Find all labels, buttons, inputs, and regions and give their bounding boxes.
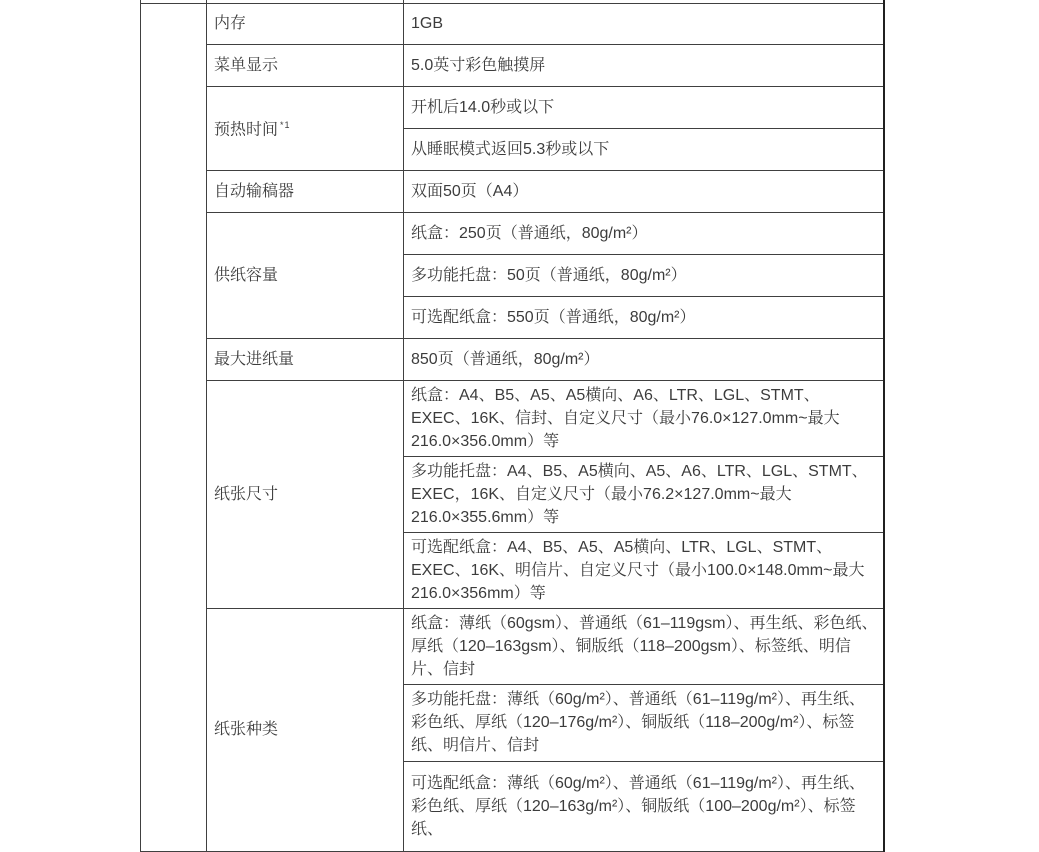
spec-label-paper-capacity: 供纸容量 bbox=[207, 212, 404, 338]
spec-label-paper-types: 纸张种类 bbox=[207, 608, 404, 851]
table-row bbox=[141, 338, 884, 380]
table-row bbox=[141, 170, 884, 212]
spec-value-menu-display: 5.0英寸彩色触摸屏 bbox=[404, 44, 884, 86]
spec-value-sizes-cassette: 纸盒：A4、B5、A5、A5横向、A6、LTR、LGL、STMT、EXEC、16K、信封、自定义尺寸（最小76.0×127.0mm~最大216.0×356.0mm）等 bbox=[404, 380, 884, 456]
spec-value-sizes-optional: 可选配纸盒：A4、B5、A5、A5横向、LTR、LGL、STMT、EXEC、16K、明信片、自定义尺寸（最小100.0×148.0mm~最大216.0×356mm）等 bbox=[404, 532, 884, 608]
spec-table-container bbox=[140, 0, 885, 852]
spec-table bbox=[140, 0, 885, 852]
group-column-cell bbox=[141, 3, 207, 851]
spec-value-capacity-cassette: 纸盒：250页（普通纸，80g/m²） bbox=[404, 212, 884, 254]
spec-value-sizes-mptray: 多功能托盘：A4、B5、A5横向、A5、A6、LTR、LGL、STMT、EXEC，16K、自定义尺寸（最小76.2×127.0mm~最大216.0×355.6mm）等 bbox=[404, 456, 884, 532]
spec-label-max-paper-input: 最大进纸量 bbox=[207, 338, 404, 380]
spec-value-types-optional: 可选配纸盒：薄纸（60g/m²）、普通纸（61–119g/m²）、再生纸、彩色纸、厚纸（120–163g/m²）、铜版纸（100–200g/m²）、标签纸、 bbox=[404, 761, 884, 851]
table-row bbox=[141, 44, 884, 86]
table-row bbox=[141, 212, 884, 254]
table-row bbox=[141, 86, 884, 128]
spec-value-capacity-mptray: 多功能托盘：50页（普通纸，80g/m²） bbox=[404, 254, 884, 296]
spec-label-memory: 内存 bbox=[207, 3, 404, 44]
table-row bbox=[141, 380, 884, 456]
spec-value-warmup-sleep: 从睡眠模式返回5.3秒或以下 bbox=[404, 128, 884, 170]
spec-value-capacity-optional: 可选配纸盒：550页（普通纸，80g/m²） bbox=[404, 296, 884, 338]
spec-value-types-cassette: 纸盒：薄纸（60gsm）、普通纸（61–119gsm）、再生纸、彩色纸、厚纸（120–163gsm）、铜版纸（118–200gsm）、标签纸、明信片、信封 bbox=[404, 608, 884, 684]
spec-value-warmup-poweron: 开机后14.0秒或以下 bbox=[404, 86, 884, 128]
spec-label-warmup-time bbox=[207, 86, 404, 170]
warmup-label-text: 预热时间 bbox=[214, 121, 279, 139]
table-row bbox=[141, 3, 884, 44]
spec-label-paper-sizes: 纸张尺寸 bbox=[207, 380, 404, 608]
spec-value-memory: 1GB bbox=[404, 3, 884, 44]
spec-label-adf: 自动输稿器 bbox=[207, 170, 404, 212]
spec-value-types-mptray: 多功能托盘：薄纸（60g/m²）、普通纸（61–119g/m²）、再生纸、彩色纸、厚纸（120–176g/m²）、铜版纸（118–200g/m²）、标签纸、明信片、信封 bbox=[404, 684, 884, 761]
spec-value-adf: 双面50页（A4） bbox=[404, 170, 884, 212]
spec-value-max-paper-input: 850页（普通纸，80g/m²） bbox=[404, 338, 884, 380]
table-row bbox=[141, 608, 884, 684]
footnote-marker: *1 bbox=[280, 120, 291, 131]
spec-label-menu-display: 菜单显示 bbox=[207, 44, 404, 86]
